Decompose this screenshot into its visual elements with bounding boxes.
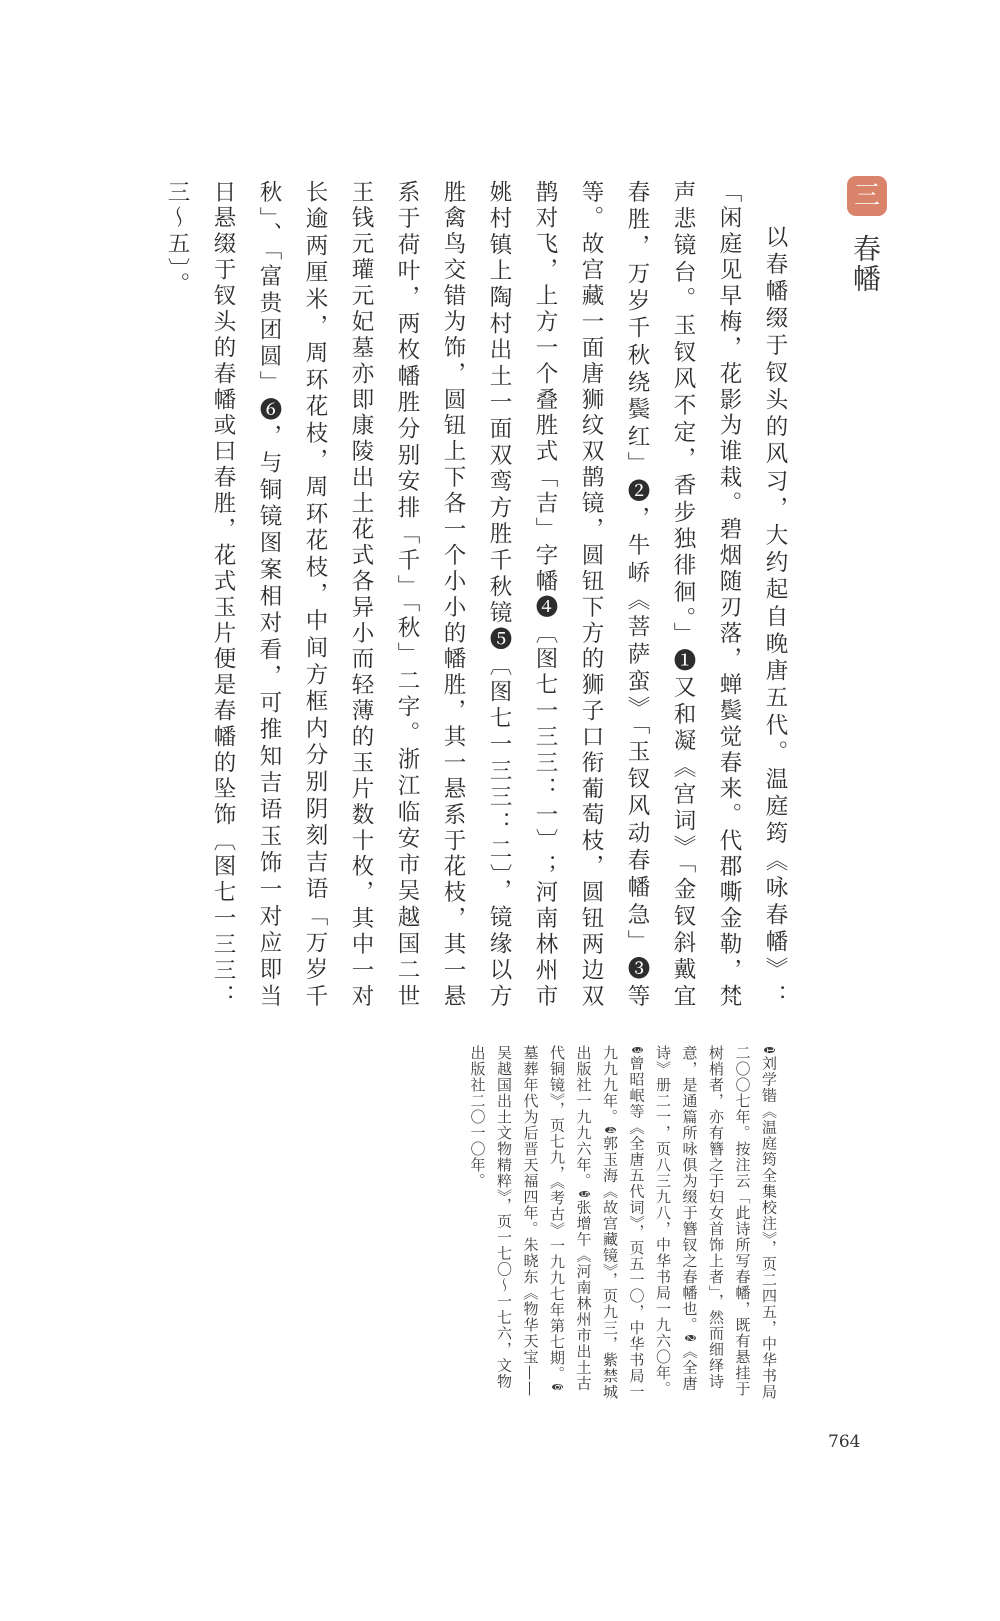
footnote-1: 刘学锴《温庭筠全集校注》，页二四五，中华书局二〇〇七年。按注云「此诗所写春幡，既有悬挂于树梢者，亦有簪之于妇女首饰上者」，然而细绎诗意，是通篇所咏俱为缀于簪钗之春幡也。 [680,1045,778,1400]
body-paragraph: 以春幡缀于钗头的风习，大约起自晚唐五代。温庭筠《咏春幡》：「闲庭见早梅，花影为谁栽。碧烟随刃落，蝉鬓觉春来。代郡嘶金勒，梵声悲镜台。玉钗风不定，香步独徘徊。」❶又和凝《宫词》「金钗斜戴宜春胜，万岁千秋绕鬓红」❷，牛峤《菩萨蛮》「玉钗风动春幡急」❸等等。故宫藏一面唐狮纹双鹊镜，圆钮下方的狮子口衔葡萄枝，圆钮两边双鹊对飞，上方一个叠胜式「吉」字幡❹〔图七一三三：一〕；河南林州市姚村镇上陶村出土一面双鸾方胜千秋镜❺〔图七一三三：二〕，镜缘以方胜禽鸟交错为饰，圆钮上下各一个小小的幡胜，其一悬系于花枝，其一悬系于荷叶，两枚幡胜分别安排「千」「秋」二字。浙江临安市吴越国二世王钱元瓘元妃墓亦即康陵出土花式各异小而轻薄的玉片数十枚，其中一对长逾两厘米，周环花枝，周环花枝，中间方框内分别阴刻吉语「万岁千秋」、「富贵团圆」❻，与铜镜图案相对看，可推知吉语玉饰一对应即当日悬缀于钗头的春幡或曰春胜，花式玉片便是春幡的坠饰〔图七一三三：三～五〕。 [164,180,788,1010]
page-number: 764 [828,1432,861,1452]
section-number-badge: 三 [847,176,887,216]
footnote-marker-3: 3 [631,1047,643,1054]
footnote-marker-1: 1 [764,1047,775,1054]
footnote-2: 《全唐诗》册二一，页八三九八，中华书局一九六〇年。 [654,1045,699,1397]
footnote-marker-5: 5 [578,1191,590,1198]
footnotes [370,1045,782,1405]
footnote-marker-6: 6 [552,1384,563,1391]
footnote-6: 墓葬年代为后晋天福四年。朱晓东《物华天宝——吴越国出土文物精粹》，页一七〇～一七六，文物出版社二〇一〇年。 [468,1045,540,1397]
footnote-3: 曾昭岷等《全唐五代词》，页五一〇，中华书局一九九九年。 [601,1045,646,1400]
footnote-5: 张增午《河南林州市出土古代铜镜》，页七九，《考古》一九九七年第七期。 [548,1045,593,1392]
main-body-text [164,180,798,1010]
footnote-marker-2: 2 [684,1335,696,1342]
section-title: 春幡 [849,234,882,294]
footnote-4: 郭玉海《故宫藏镜》，页九三，紫禁城出版社一九九六年。 [574,1045,619,1400]
footnote-marker-4: 4 [605,1127,616,1134]
